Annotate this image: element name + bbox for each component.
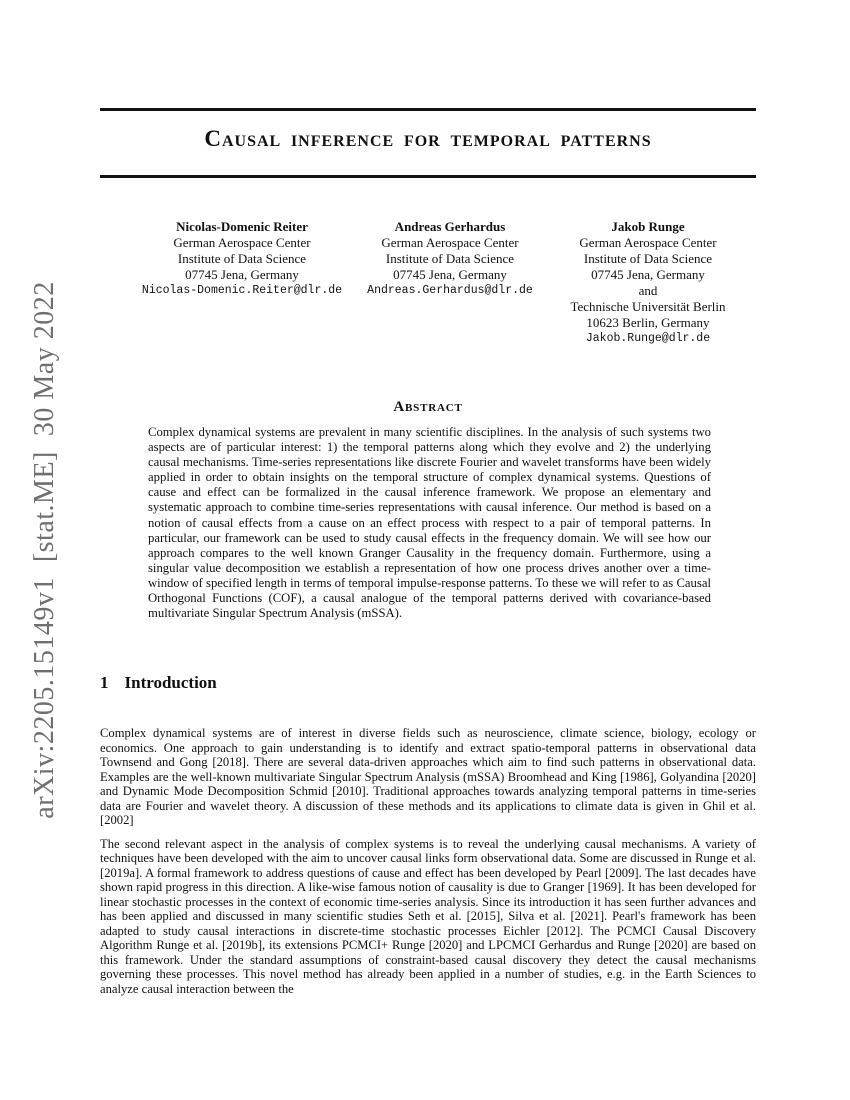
section-title: Introduction (124, 673, 217, 692)
introduction-body (100, 726, 756, 1005)
author-email: Andreas.Gerhardus@dlr.de (367, 284, 533, 297)
author-email: Nicolas-Domenic.Reiter@dlr.de (141, 284, 343, 297)
author-affiliation: Technische Universität Berlin (570, 299, 726, 314)
author-affiliation: German Aerospace Center (579, 235, 717, 250)
author-affiliation: 07745 Jena, Germany (393, 267, 507, 282)
section-number: 1 (100, 673, 109, 692)
author-email: Jakob.Runge@dlr.de (585, 332, 711, 345)
introduction-paragraph-2: The second relevant aspect in the analysis of complex systems is to reveal the underlying causal mechanisms. A variety of techniques have been developed with the aim to uncover causal links form observational data. Some are discussed in Runge et al. [2019a]. A formal framework to address questions of cause and effect has been developed by Pearl [2009]. The last decades have shown rapid progress in this direction. A like-wise famous notion of causality is due to Granger [1969]. It has been developed for linear stochastic processes in the context of economic time-series analysis. Since its introduction it has seen further advances and has been applied and discussed in many scientific studies Seth et al. [2015], Silva et al. [2021]. Pearl's framework has been adapted to study causal interactions in discrete-time stochastic processes Eichler [2012]. The PCMCI Causal Discovery Algorithm Runge et al. [2019b], its extensions PCMCI+ Runge [2020] and LPCMCI Gerhardus and Runge [2020] are based on this framework. Under the standard assumptions of constraint-based causal discovery they detect the causal mechanisms governing these processes. This novel method has already been applied in a number of studies, e.g. in the Earth Sciences to analyze causal interaction between the (100, 836, 756, 996)
author-affiliation: 10623 Berlin, Germany (586, 315, 710, 330)
author-affiliation: and (638, 283, 658, 298)
author-affiliation: 07745 Jena, Germany (185, 267, 299, 282)
abstract-heading: Abstract (393, 399, 463, 415)
author-name: Jakob Runge (611, 219, 685, 234)
author-affiliation: German Aerospace Center (381, 235, 519, 250)
introduction-paragraph-1: Complex dynamical systems are of interest in diverse fields such as neuroscience, climate science, biology, ecology or economics. One approach to gain understanding is to identify and extract spatio-temporal patterns in observational data Townsend and Gong [2018]. There are several data-driven approaches which aim to find such patterns in observational data. Examples are the well-known multivariate Singular Spectrum Analysis (mSSA) Broomhead and King [1986], Golyandina [2020] and Dynamic Mode Decomposition Schmid [2010]. Traditional approaches towards analyzing temporal patterns in time-series data are Fourier and wavelet theory. A discussion of these methods and its applications to climate data is given in Ghil et al. [2002] (100, 726, 756, 827)
author-affiliation: German Aerospace Center (173, 235, 311, 250)
section-heading-introduction (100, 673, 217, 693)
author-name: Andreas Gerhardus (394, 219, 506, 234)
paper-title: Causal inference for temporal patterns (204, 126, 652, 151)
author-3 (570, 219, 725, 347)
author-affiliation: Institute of Data Science (385, 251, 515, 266)
author-affiliation: 07745 Jena, Germany (591, 267, 705, 282)
author-1 (142, 219, 342, 299)
abstract-text: Complex dynamical systems are prevalent in many scientific disciplines. In the analysis of such systems two aspects are of particular interest: 1) the temporal patterns along which they evolve and 2) the underlying causal mechanisms. Time-series representations like discrete Fourier and wavelet transforms have been widely applied in order to obtain insights on the temporal structure of complex dynamical systems. Questions of cause and effect can be formalized in the causal inference framework. We propose an elementary and systematic approach to combine time-series representations with causal inference. Our method is based on a notion of causal effects from a cause on an effect process with respect to a pair of temporal patterns. In particular, our framework can be used to study causal effects in the frequency domain. We will see how our approach compares to the well known Granger Causality in the frequency domain. Furthermore, using a singular value decomposition we establish a representation of how one process drives another over a time-window of specified length in terms of temporal impulse-response patterns. To these we will refer to as Causal Orthogonal Functions (COF), a causal analogue of the temporal patterns derived with covariance-based multivariate Singular Spectrum Analysis (mSSA). (148, 425, 711, 621)
author-block (100, 219, 756, 359)
author-2 (367, 219, 533, 299)
title-rule-top (100, 108, 756, 111)
author-name: Nicolas-Domenic Reiter (176, 219, 308, 234)
title-rule-bottom (100, 175, 756, 178)
arxiv-watermark: arXiv:2205.15149v1 [stat.ME] 30 May 2022 (29, 281, 60, 819)
author-affiliation: Institute of Data Science (583, 251, 713, 266)
author-affiliation: Institute of Data Science (177, 251, 307, 266)
